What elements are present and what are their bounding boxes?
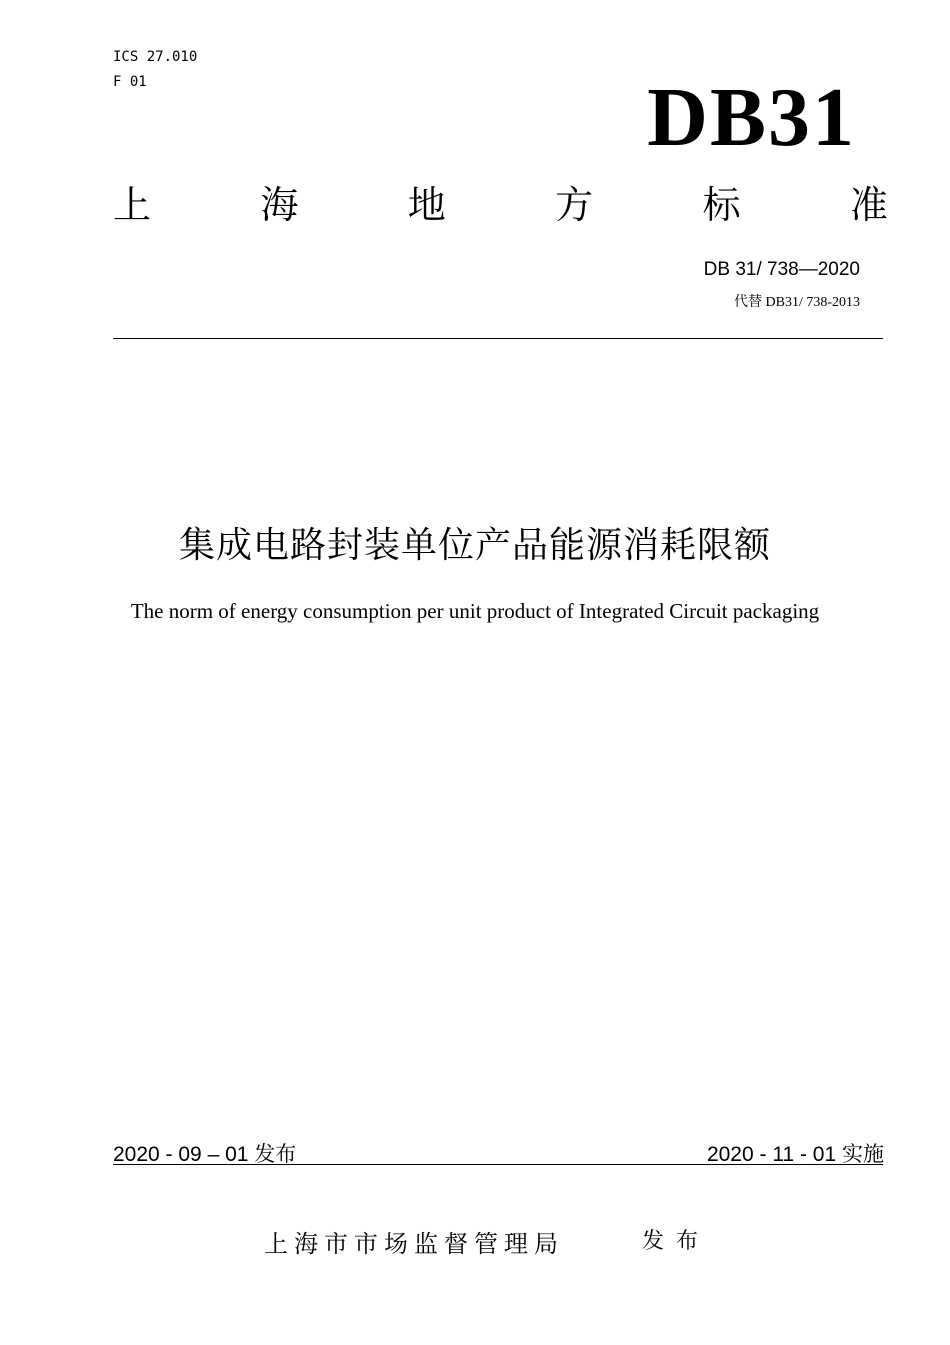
- issue-date: 2020 - 09 – 01 发布: [113, 1143, 297, 1166]
- publish-label: 发布: [642, 1229, 711, 1254]
- publisher: 上海市市场监督管理局: [264, 1230, 564, 1258]
- title-english: The norm of energy consumption per unit product of Integrated Circuit packaging: [130, 599, 820, 623]
- standard-type-char: 上: [113, 183, 152, 227]
- standard-type-char: 准: [849, 183, 888, 227]
- footer-divider: [113, 1164, 883, 1165]
- standard-number: DB 31/ 738—2020: [703, 259, 860, 280]
- standard-type-char: 方: [555, 183, 594, 227]
- ccs-code: F 01: [113, 74, 147, 90]
- standard-type-char: 标: [702, 183, 741, 227]
- standard-type-char: 海: [260, 183, 299, 227]
- standard-type-char: 地: [407, 183, 446, 227]
- implementation-date: 2020 - 11 - 01 实施: [706, 1143, 884, 1166]
- standard-type-heading: [113, 183, 888, 227]
- replaces-standard: 代替 DB31/ 738-2013: [734, 295, 860, 310]
- db-logo: DB31: [647, 71, 856, 164]
- title-chinese: 集成电路封装单位产品能源消耗限额: [178, 525, 771, 566]
- ics-code: ICS 27.010: [113, 49, 198, 65]
- header-divider: [113, 338, 883, 339]
